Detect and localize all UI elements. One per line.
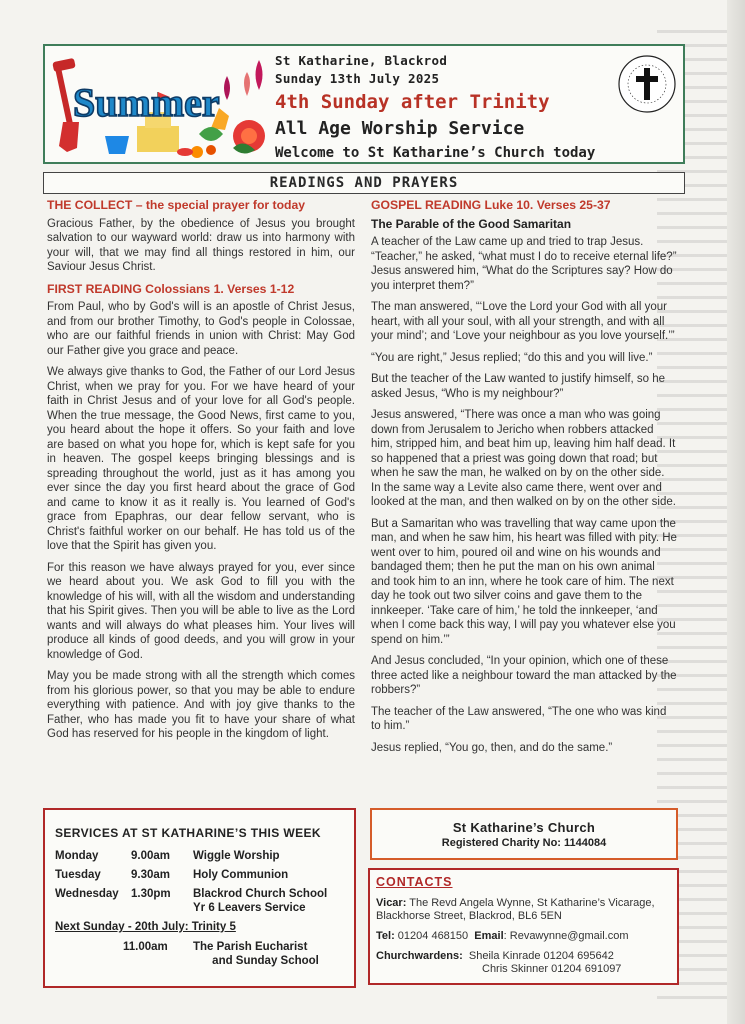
collect-heading: THE COLLECT – the special prayer for today: [47, 198, 306, 212]
services-title: SERVICES AT ST KATHARINE’S THIS WEEK: [55, 826, 321, 840]
phone-email: [376, 930, 677, 943]
first-reading-paragraph: May you be made strong with all the strength which comes from his glorious power, so that you may be able to endure everything with patience. And with joy give thanks to the Father, who has made you fit to have your share of what God has reserved for his people in the kingdom of light.: [47, 670, 355, 740]
service-name: Wiggle Worship: [193, 850, 280, 862]
charity-box: [370, 808, 678, 860]
service-name: Holy Communion: [193, 869, 289, 881]
service-time: 9.00am: [131, 850, 171, 862]
service-day: Monday: [55, 850, 99, 862]
service-day: Tuesday: [55, 869, 101, 881]
service-row: [55, 868, 354, 882]
left-column: [47, 198, 355, 749]
contacts-title: CONTACTS: [376, 875, 453, 889]
first-reading-heading: FIRST READING Colossians 1. Verses 1-12: [47, 281, 295, 296]
cross-seal-icon: [617, 54, 677, 114]
gospel-paragraph: But the teacher of the Law wanted to justify himself, so he asked Jesus, “Who is my neighbour?”: [371, 373, 666, 400]
tel-label: Tel:: [376, 930, 395, 942]
gospel-paragraph: The man answered, “‘Love the Lord your God with all your heart, with all your soul, with all your strength, and with all your mind’; and ‘Love your neighbour as you love yourself.’”: [371, 301, 675, 342]
welcome-line: Welcome to St Katharine’s Church today: [275, 145, 596, 161]
contacts-box: [368, 868, 679, 985]
gospel-subheading: The Parable of the Good Samaritan: [371, 216, 572, 231]
wardens-label: Churchwardens:: [376, 950, 463, 962]
vicar-details: The Revd Angela Wynne, St Katharine’s Vicarage, Blackhorse Street, Blackrod, BL6 5EN: [376, 897, 655, 922]
churchwardens: [376, 950, 677, 976]
occasion-title: 4th Sunday after Trinity: [275, 91, 550, 113]
warden-2: Chris Skinner 01204 691097: [482, 963, 622, 975]
next-sunday-heading: Next Sunday - 20th July: Trinity 5: [55, 921, 236, 933]
service-row: [55, 849, 354, 863]
gospel-paragraph: Jesus answered, “There was once a man who was going down from Jerusalem to Jericho when robbers attacked him, stripped him, and beat him up, leaving him half dead. It so happened that a priest was going down that road; but when he saw the man, he walked on by on the other side. In the same way a Levite also came there, went over and looked at the man, and then walked on by on the other side.: [371, 409, 676, 508]
gospel-paragraph: A teacher of the Law came up and tried to trap Jesus. “Teacher,” he asked, “what must I do to receive eternal life?” Jesus answered him, “What do the Scriptures say? How do you interpret them?”: [371, 236, 677, 292]
email-label: Email: [474, 930, 504, 942]
summer-logo: [49, 52, 269, 160]
gospel-paragraph: Jesus replied, “You go, then, and do the same.”: [371, 741, 613, 754]
service-time: 1.30pm: [131, 888, 171, 900]
next-service-row: [55, 940, 354, 968]
gospel-paragraph: “You are right,” Jesus replied; “do this and you will live.”: [371, 351, 653, 364]
church-line: St Katharine, Blackrod: [275, 53, 448, 68]
first-reading-paragraph: For this reason we have always prayed for you, ever since we heard about you. We ask God to fill you with the knowledge of his will, with all the wisdom and understanding that his Spirit gives. Then you will be able to live as the Lord wants and will always do what pleases him. Your lives will produce all kinds of good deeds, and you will grow in your knowledge of God.: [47, 561, 355, 661]
gospel-heading: GOSPEL READING Luke 10. Verses 25-37: [371, 198, 611, 212]
service-day: Wednesday: [55, 888, 119, 900]
header-box: [43, 44, 685, 164]
services-box: [43, 808, 356, 988]
header-text: [275, 52, 615, 164]
first-reading-paragraph: We always give thanks to God, the Father of our Lord Jesus Christ, when we pray for you. For we have heard of your faith in Christ Jesus and of your love for all God's people. When the true message, the Good News, first came to you, you heard about the hope it offers. So your faith and love are based on what you hope for, which is kept safe for you in heaven. The gospel keeps bringing blessings and is spreading throughout the world, just as it has among you ever since the day you first heard about the grace of God and came to know it as it really is. You learned of God's grace from Epaphras, our dear fellow servant, who is Christ's faithful worker on our behalf. He has told us of the love that the Spirit has given you.: [47, 366, 355, 552]
service-row: [55, 887, 354, 915]
gospel-paragraph: But a Samaritan who was travelling that way came upon the man, and when he saw him, his heart was filled with pity. He went over to him, poured oil and wine on his wounds and bandaged them; then he put the man on his own animal and took him to an inn, where he took care of him. The next day he took out two silver coins and gave them to the innkeeper. ‘Take care of him,’ he told the innkeeper, ‘and when I come back this way, I will pay you whatever else you spend on him.’”: [371, 517, 677, 646]
charity-name: St Katharine’s Church: [452, 820, 596, 835]
email-value: : Revawynne@gmail.com: [503, 930, 629, 942]
collect-text: Gracious Father, by the obedience of Jesus you brought salvation to our wayward world: draw us into harmony with your will, that we may find all things restored in him, our Saviour Jesus Christ.: [47, 217, 355, 273]
next-service-time: 11.00am: [123, 941, 168, 953]
bucket-icon: [105, 136, 129, 154]
right-column: [371, 198, 677, 762]
service-name: Blackrod Church School Yr 6 Leavers Service: [193, 888, 328, 914]
section-title: READINGS AND PRAYERS: [43, 172, 685, 194]
vicar-label: Vicar:: [376, 897, 407, 909]
svg-text:Summer: Summer: [73, 80, 220, 125]
gospel-paragraph: And Jesus concluded, “In your opinion, which one of these three acted like a neighbour toward the man attacked by the robbers?”: [371, 655, 677, 696]
gospel-paragraph: The teacher of the Law answered, “The one who was kind to him.”: [371, 705, 667, 732]
warden-1: Sheila Kinrade 01204 695642: [462, 950, 614, 962]
service-title: All Age Worship Service: [275, 118, 525, 139]
next-service-name: The Parish Eucharist and Sunday School: [193, 941, 319, 967]
tel-value: 01204 468150: [394, 930, 475, 942]
page-edge: [727, 0, 745, 1024]
charity-number: Registered Charity No: 1144084: [441, 837, 607, 849]
service-time: 9.30am: [131, 869, 171, 881]
first-reading-paragraph: From Paul, who by God's will is an apostle of Christ Jesus, and from our brother Timothy, to God's people in Colossae, who are our faithful friends in union with Christ: May God our Father give you grace and peace.: [47, 301, 355, 357]
vicar-contact: [376, 897, 677, 923]
date-line: Sunday 13th July 2025: [275, 71, 440, 86]
crab-icon: [177, 148, 193, 156]
